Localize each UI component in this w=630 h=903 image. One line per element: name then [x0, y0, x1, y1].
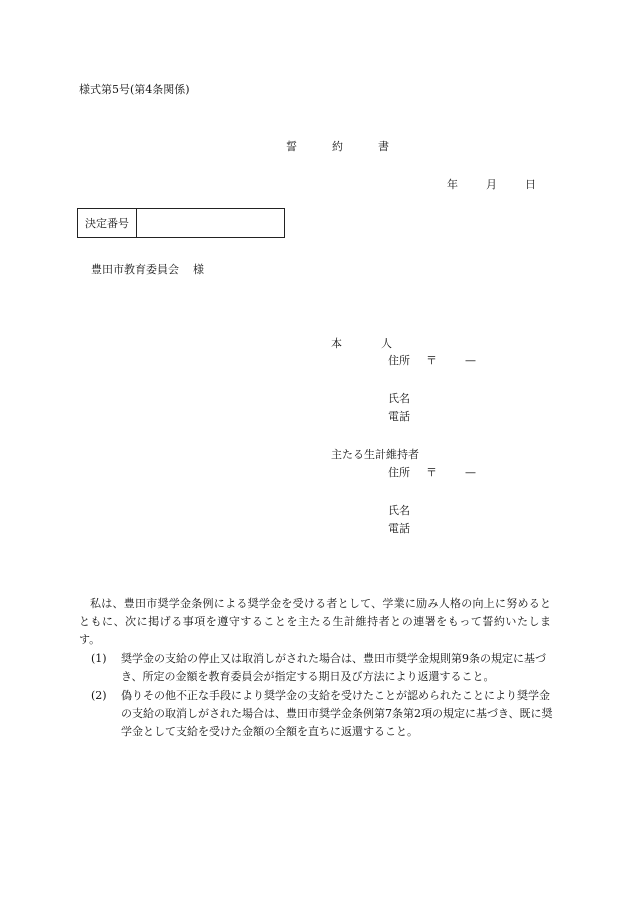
addressee-name: 豊田市教育委員会 [91, 263, 179, 276]
pledge-item-text: 偽りその他不正な手段により奨学金の支給を受けたことが認められたことにより奨学金の支給の取消しがされた場合は、豊田市奨学金条例第7条第2項の規定に基づき、既に奨学金として支給を受けた金額の全額を直ちに返還すること。 [121, 689, 553, 738]
date-month-label: 月 [486, 178, 497, 191]
applicant-postal-dash: — [465, 354, 476, 367]
pledge-item-text: 奨学金の支給の停止又は取消しがされた場合は、豊田市奨学金規則第9条の規定に基づき、所定の金額を教育委員会が指定する期日及び方法により返還すること。 [121, 652, 546, 683]
pledge-item [91, 650, 553, 686]
decision-number-label: 決定番号 [78, 209, 137, 237]
form-number: 様式第5号(第4条関係) [79, 83, 190, 96]
applicant-address-row [388, 352, 476, 368]
addressee [91, 261, 204, 277]
guardian-postal-mark: 〒 [426, 466, 437, 479]
guardian-section-title: 主たる生計維持者 [331, 448, 419, 461]
date-line [447, 176, 536, 192]
applicant-address-label: 住所 [388, 354, 410, 367]
guardian-phone-label: 電話 [388, 522, 410, 535]
decision-number-field[interactable] [137, 209, 284, 237]
applicant-name-label: 氏名 [388, 392, 410, 405]
decision-number-box [77, 208, 285, 238]
addressee-honorific: 様 [193, 263, 204, 276]
guardian-postal-dash: — [465, 466, 476, 479]
pledge-item-number: (2) [91, 689, 107, 702]
pledge-item [91, 687, 553, 741]
guardian-name-label: 氏名 [388, 504, 410, 517]
date-year-label: 年 [447, 178, 458, 191]
date-day-label: 日 [525, 178, 536, 191]
pledge-item-number: (1) [91, 652, 107, 665]
guardian-address-label: 住所 [388, 466, 410, 479]
guardian-address-row [388, 464, 476, 480]
applicant-postal-mark: 〒 [426, 354, 437, 367]
applicant-section-title: 本 人 [331, 337, 406, 350]
applicant-phone-label: 電話 [388, 410, 410, 423]
document-title: 誓 約 書 [286, 140, 401, 153]
pledge-body-text: 私は、豊田市奨学金条例による奨学金を受ける者として、学業に励み人格の向上に努めるとともに、次に掲げる事項を遵守することを主たる生計維持者との連署をもって誓約いたします。 [79, 597, 551, 646]
